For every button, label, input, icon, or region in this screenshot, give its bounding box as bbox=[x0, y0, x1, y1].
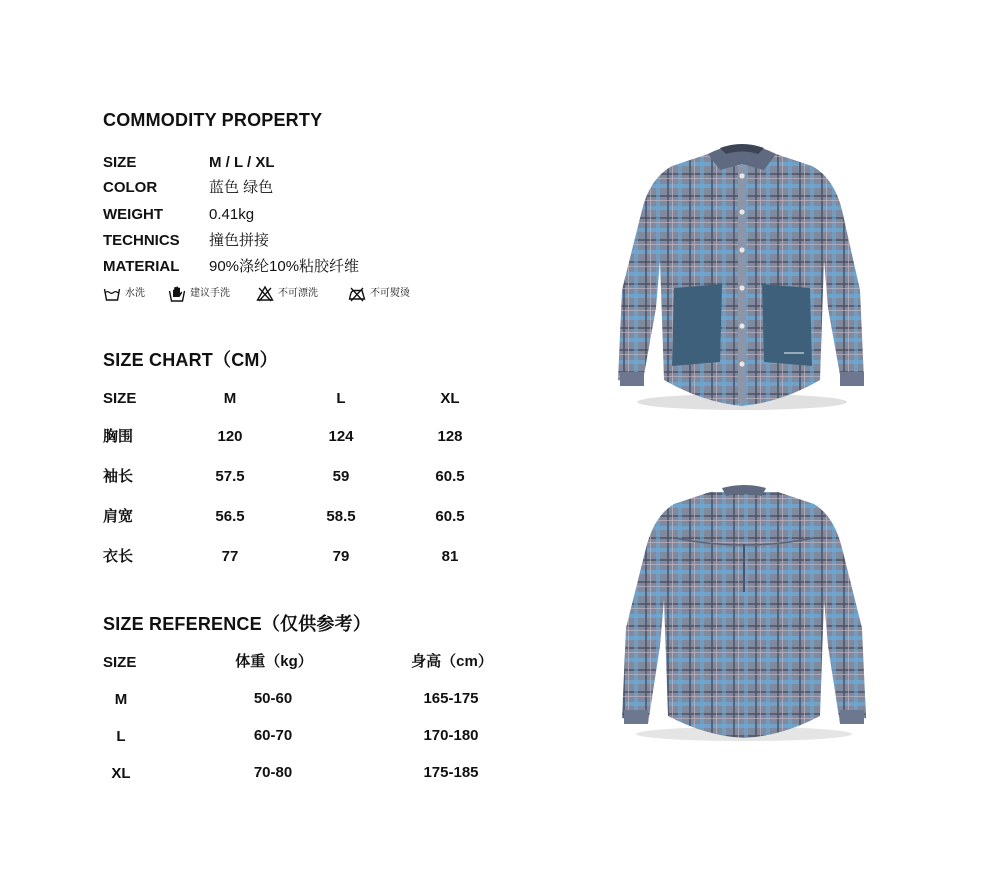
property-label: SIZE bbox=[103, 154, 137, 171]
care-item-no-iron bbox=[348, 284, 410, 304]
size-chart-cell: 120 bbox=[217, 428, 243, 445]
size-chart-cell: 124 bbox=[328, 428, 354, 445]
size-reference-height: 170-180 bbox=[423, 727, 479, 744]
size-chart-row-label: 胸围 bbox=[103, 428, 134, 445]
property-value: 0.41kg bbox=[209, 206, 255, 223]
size-chart-header-l: L bbox=[336, 390, 346, 407]
size-chart-header-size: SIZE bbox=[103, 390, 137, 407]
property-value: 撞色拼接 bbox=[209, 232, 270, 249]
care-label: 不可熨烫 bbox=[370, 288, 410, 299]
property-label: TECHNICS bbox=[103, 232, 180, 249]
size-reference-size: M bbox=[114, 691, 128, 708]
size-reference-weight: 60-70 bbox=[253, 727, 293, 744]
size-chart-cell: 57.5 bbox=[215, 468, 245, 485]
property-label: COLOR bbox=[103, 179, 158, 196]
care-item-wash bbox=[103, 284, 145, 304]
size-chart-cell: 81 bbox=[441, 548, 459, 565]
hand-wash-icon bbox=[168, 285, 186, 303]
care-label: 建议手洗 bbox=[190, 288, 230, 299]
size-chart-cell: 59 bbox=[332, 468, 350, 485]
care-label: 水洗 bbox=[125, 288, 145, 299]
care-item-hand-wash bbox=[168, 284, 230, 304]
size-chart-header-m: M bbox=[223, 390, 237, 407]
shirt-front-image bbox=[612, 140, 872, 415]
size-chart-cell: 79 bbox=[332, 548, 350, 565]
wash-basin-icon bbox=[103, 285, 121, 303]
no-iron-icon bbox=[348, 285, 366, 303]
property-label: MATERIAL bbox=[103, 258, 180, 275]
size-chart-cell: 58.5 bbox=[326, 508, 356, 525]
shirt-back-image bbox=[612, 482, 874, 744]
care-label: 不可漂洗 bbox=[278, 288, 318, 299]
size-chart-header-xl: XL bbox=[440, 390, 460, 407]
size-reference-header-weight: 体重（kg） bbox=[235, 653, 313, 670]
size-chart-cell: 77 bbox=[221, 548, 239, 565]
size-reference-title: SIZE REFERENCE（仅供参考） bbox=[103, 614, 372, 634]
size-chart-row-label: 肩宽 bbox=[103, 508, 134, 525]
property-value: M / L / XL bbox=[209, 154, 275, 171]
no-bleach-icon bbox=[256, 285, 274, 303]
size-chart-row-label: 衣长 bbox=[103, 548, 134, 565]
size-chart-title: SIZE CHART（CM） bbox=[103, 350, 278, 370]
size-reference-weight: 70-80 bbox=[253, 764, 293, 781]
size-reference-size: XL bbox=[111, 765, 131, 782]
size-chart-cell: 60.5 bbox=[435, 468, 465, 485]
size-chart-cell: 56.5 bbox=[215, 508, 245, 525]
property-value: 90%涤纶10%粘胶纤维 bbox=[209, 258, 360, 275]
size-reference-header-height: 身高（cm） bbox=[411, 653, 493, 670]
size-reference-height: 165-175 bbox=[423, 690, 479, 707]
property-value: 蓝色 绿色 bbox=[209, 179, 274, 196]
care-item-no-bleach bbox=[256, 284, 318, 304]
size-chart-cell: 128 bbox=[437, 428, 463, 445]
size-reference-size: L bbox=[116, 728, 126, 745]
commodity-property-title: COMMODITY PROPERTY bbox=[103, 110, 323, 130]
size-chart-cell: 60.5 bbox=[435, 508, 465, 525]
size-reference-height: 175-185 bbox=[423, 764, 479, 781]
size-reference-weight: 50-60 bbox=[253, 690, 293, 707]
size-chart-row-label: 袖长 bbox=[103, 468, 134, 485]
size-reference-header-size: SIZE bbox=[103, 654, 137, 671]
property-label: WEIGHT bbox=[103, 206, 163, 223]
